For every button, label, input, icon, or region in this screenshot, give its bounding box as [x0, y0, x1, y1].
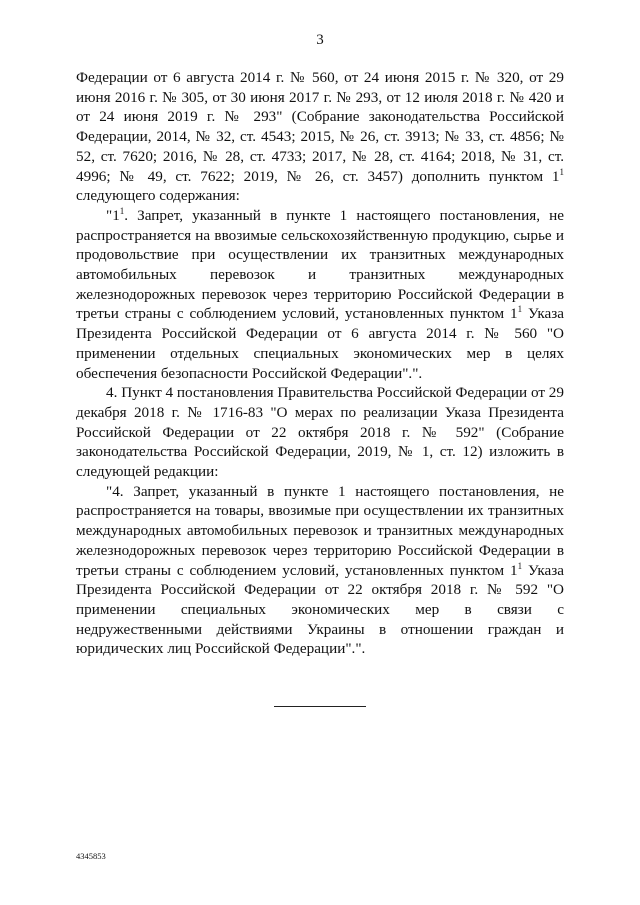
document-body — [76, 68, 564, 659]
paragraph-clause-1-1: "$1^1$. Запрет, указанный в пункте 1 настоящего постановления, не распространяется на ввозимые сельскохозяйственную продукцию, сырье и продовольствие при осуществлении их транзитных международных автомобильных перевозок и транзитных международных железнодорожных перевозок через территорию Российской Федерации в третьи страны с соблюдением условий, установленных пунктом $1^1$ Указа Президента Российской Федерации от 6 августа 2014 г. № 560 "О применении отдельных специальных экономических мер в целях обеспечения безопасности Российской Федерации".". — [76, 205, 565, 382]
end-separator-line — [274, 706, 366, 707]
paragraph-amendment-intro: Федерации от 6 августа 2014 г. № 560, от 24 июня 2015 г. № 320, от 29 июня 2016 г. № 305, от 30 июня 2017 г. № 293, от 12 июля 2018 г. № 420 и от 24 июня 2019 г. № 293" (Собрание законодательства Российской Федерации, 2014, № 32, ст. 4543; 2015, № 26, ст. 3913; № 33, ст. 4856; № 52, ст. 7620; 2016, № 28, ст. 4733; 2017, № 28, ст. 4164; 2018, № 31, ст. 4996; № 49, ст. 7622; 2019, № 26, ст. 3457) дополнить пунктом $1^1$ следующего содержания: — [76, 69, 564, 205]
page-number: 3 — [316, 32, 324, 48]
document-code: 4345853 — [76, 851, 106, 861]
paragraph-new-clause-4: "4. Запрет, указанный в пункте 1 настоящего постановления, не распространяется на товары, ввозимые при осуществлении их транзитных международных автомобильных перевозок и транзитных международных железнодорожных перевозок через территорию Российской Федерации в третьи страны с соблюдением условий, установленных пунктом $1^1$ Указа Президента Российской Федерации от 22 октября 2018 г. № 592 "О применении специальных экономических мер в связи с недружественными действиями Украины в отношении граждан и юридических лиц Российской Федерации".". — [76, 482, 565, 658]
paragraph-item-4: 4. Пункт 4 постановления Правительства Российской Федерации от 29 декабря 2018 г. № 1716-83 "О мерах по реализации Указа Президента Российской Федерации от 22 октября 2018 г. № 592" (Собрание законодательства Российской Федерации, 2019, № 1, ст. 12) изложить в следующей редакции: — [76, 384, 564, 481]
